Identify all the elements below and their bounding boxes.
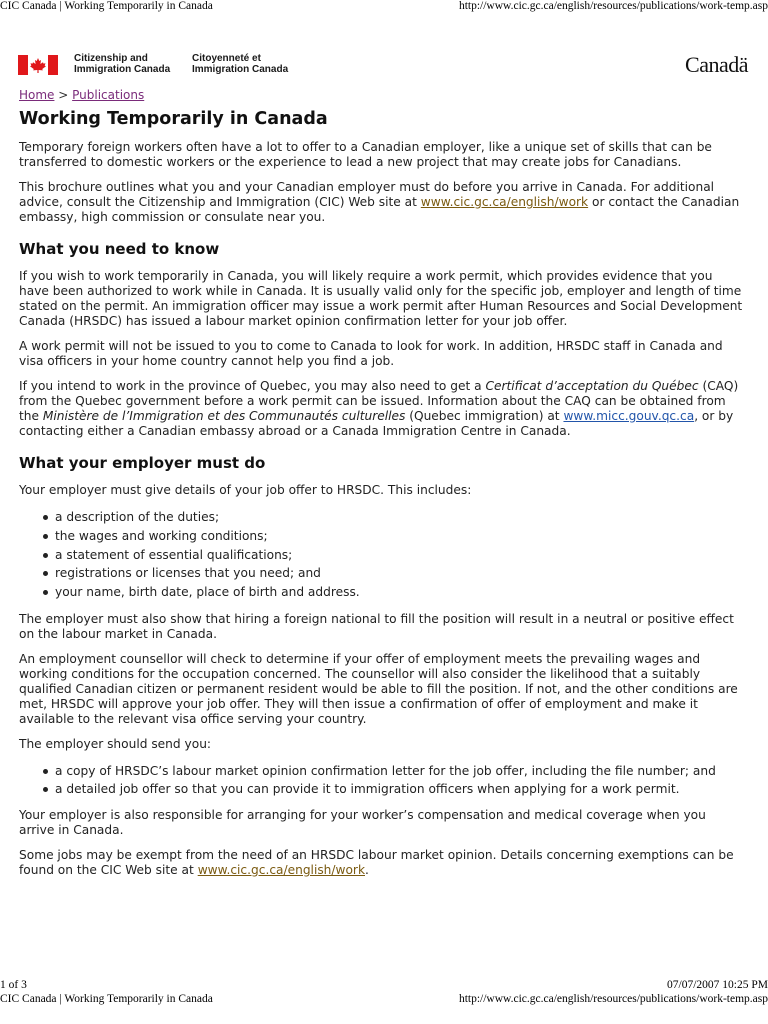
canada-flag-icon (18, 55, 58, 75)
print-page-title: CIC Canada | Working Temporarily in Canada (0, 0, 213, 12)
print-footer (0, 979, 768, 992)
department-name-en: Citizenship and Immigration Canada (74, 53, 171, 75)
list-item: the wages and working conditions; (55, 527, 745, 546)
section-heading-employer: What your employer must do (19, 454, 266, 472)
employer-send-list (19, 762, 745, 798)
list-item: your name, birth date, place of birth and address. (55, 583, 745, 602)
print-url: http://www.cic.gc.ca/english/resources/publications/work-temp.asp (458, 0, 768, 12)
list-item: a copy of HRSDC’s labour market opinion confirmation letter for the job offer, including the file number; and (55, 762, 745, 780)
cic-work-link-2[interactable]: www.cic.gc.ca/english/work (197, 862, 365, 877)
page-title: Working Temporarily in Canada (19, 109, 328, 129)
print-url-next: http://www.cic.gc.ca/english/resources/publications/work-temp.asp (458, 993, 768, 1005)
intro-paragraph-1: Temporary foreign workers often have a lot to offer to a Canadian employer, like a unique set of skills that can be transferred to domestic workers or the experience to lead a new project that may create jobs for Canadians. (19, 140, 712, 169)
breadcrumb-publications-link[interactable]: Publications (72, 88, 145, 102)
employer-paragraph-4: The employer should send you: (19, 736, 212, 751)
job-offer-details-list (19, 508, 745, 602)
breadcrumb-home-link[interactable]: Home (19, 88, 55, 102)
list-item: registrations or licenses that you need; and (55, 564, 745, 583)
print-page-number: 1 of 3 (0, 979, 27, 991)
print-header-next-page (0, 993, 768, 1006)
department-name-fr: Citoyenneté et Immigration Canada (192, 53, 289, 75)
employer-paragraph-1: Your employer must give details of your job offer to HRSDC. This includes: (19, 483, 472, 497)
print-page-title-next: CIC Canada | Working Temporarily in Canada (0, 993, 213, 1005)
employer-paragraph-3: An employment counsellor will check to determine if your offer of employment meets the prevailing wages and working conditions for the occupation concerned. The counsellor will also consider the likelihood that a suitably qualified Canadian citizen or permanent resident would be able to fill the position. If not, and the other conditions are met, HRSDC will approve your job offer. They will then issue a confirmation of offer of employment and make it available to the relevant visa office serving your country. (19, 651, 738, 726)
list-item: a statement of essential qualifications; (55, 546, 745, 565)
main-content (19, 88, 745, 888)
employer-paragraph-2: The employer must also show that hiring a foreign national to fill the position will result in a neutral or positive effect on the labour market in Canada. (19, 611, 734, 641)
print-header (0, 0, 768, 14)
canada-wordmark: Canadä (685, 52, 748, 77)
need-paragraph-1: If you wish to work temporarily in Canada, you will likely require a work permit, which provides evidence that you have been authorized to work while in Canada. It is usually valid only for the specific job, employer and length of time stated on the permit. An immigration officer may issue a work permit after Human Resources and Social Development Canada (HRSDC) has issued a labour market opinion confirmation letter for your job offer. (19, 269, 743, 328)
cic-work-link[interactable]: www.cic.gc.ca/english/work (420, 195, 589, 209)
employer-paragraph-5: Your employer is also responsible for arranging for your worker’s compensation and medical coverage when you arrive in Canada. (19, 807, 706, 837)
breadcrumb: Home > Publications (19, 88, 145, 102)
employer-paragraph-6: Some jobs may be exempt from the need of an HRSDC labour market opinion. Details concerning exemptions can be found on the CIC Web site at www.cic.gc.ca/english/work. (19, 847, 734, 877)
list-item: a detailed job offer so that you can provide it to immigration officers when applying for a work permit. (55, 780, 745, 798)
print-datetime: 07/07/2007 10:25 PM (667, 979, 768, 991)
list-item: a description of the duties; (55, 508, 745, 527)
micc-link[interactable]: www.micc.gouv.qc.ca (563, 409, 695, 423)
need-paragraph-3: If you intend to work in the province of Quebec, you may also need to get a Certificat d’acceptation du Québec (CAQ) from the Quebec government before a work permit can be issued. Information about the CAQ can be obtained from the Ministère de l’Immigration et des Communautés culturelles (Quebec immigration) at www.micc.gouv.qc.ca, or by contacting either a Canadian embassy abroad or a Canada Immigration Centre in Canada. (19, 379, 739, 438)
intro-paragraph-2: This brochure outlines what you and your Canadian employer must do before you arrive in Canada. For additional advice, consult the Citizenship and Immigration (CIC) Web site at www.cic.gc.ca/english/work or contact the Canadian embassy, high commission or consulate near you. (19, 180, 740, 224)
need-paragraph-2: A work permit will not be issued to you to come to Canada to look for work. In addition, HRSDC staff in Canada and visa officers in your home country cannot help you find a job. (19, 339, 723, 368)
section-heading-need-to-know: What you need to know (19, 240, 220, 258)
fip-header (18, 51, 758, 81)
